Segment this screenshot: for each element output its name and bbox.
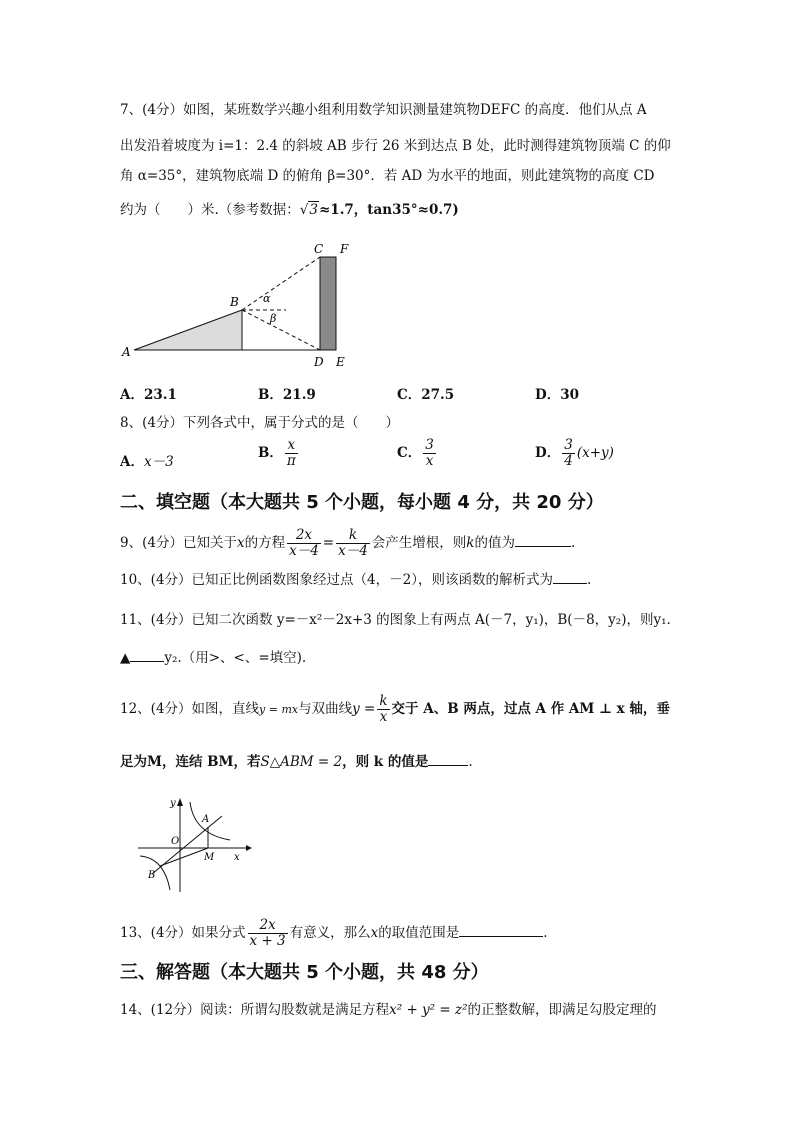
label-alpha: α xyxy=(263,292,271,305)
q9-frac-2 xyxy=(336,528,370,559)
q13-line xyxy=(120,918,548,949)
q9-pre: 9、(4分）已知关于 xyxy=(120,535,237,551)
q12-mid: 与双曲线 xyxy=(298,701,353,717)
q10-line xyxy=(120,570,591,590)
q13-frac xyxy=(248,918,288,949)
q8-option-a xyxy=(120,450,174,470)
q12-den: x xyxy=(379,709,388,725)
q13-pre: 13、(4分）如果分式 xyxy=(120,925,246,941)
section-3-heading: 三、解答题（本大题共 5 个小题，共 48 分） xyxy=(120,962,489,983)
q12-num: k xyxy=(379,693,388,709)
q14-post: 的正整数解，即满足勾股定理的 xyxy=(467,1002,657,1018)
q8-stem: 8、(4分）下列各式中，属于分式的是（ ） xyxy=(120,415,399,431)
q8-option-c xyxy=(397,438,438,469)
bm-segment xyxy=(160,848,208,866)
q9-line xyxy=(120,528,575,559)
q8-b-label: B． xyxy=(258,445,283,461)
q8-d-den: 4 xyxy=(564,453,573,469)
label-B12: B xyxy=(148,870,156,881)
q8-a-label: A． xyxy=(120,454,144,470)
q8-d-frac xyxy=(562,438,575,469)
q7-line4 xyxy=(120,200,459,220)
hyperbola-branch-1 xyxy=(190,802,230,840)
q11-line2-post: y₂.（用>、<、=填空). xyxy=(164,650,307,666)
q9-post: 会产生增根，则 xyxy=(371,535,467,551)
q7-option-d: D．30 xyxy=(535,387,579,403)
q12-eq1: y = mx xyxy=(259,703,299,716)
q9-answer-blank[interactable] xyxy=(515,534,571,547)
q14-pre: 14、(12分）阅读：所谓勾股数就是满足方程 xyxy=(120,1002,390,1018)
q8-c-den: x xyxy=(425,453,434,469)
q9-frac-1 xyxy=(287,528,321,559)
q12-line2-post: ，则 k 的值是 xyxy=(342,754,429,770)
label-B: B xyxy=(230,295,239,309)
q12-pre: 12、(4分）如图，直线 xyxy=(120,701,260,717)
q10-text: 10、(4分）已知正比例函数图象经过点（4，－2），则该函数的解析式为 xyxy=(120,572,553,588)
q13-den: x + 3 xyxy=(249,933,286,949)
q12-post: 交于 A、B 两点，过点 A 作 AM ⊥ x 轴，垂 xyxy=(391,701,670,717)
label-D: D xyxy=(314,355,324,369)
q9-var: x xyxy=(236,535,245,551)
q9-f2-den: x－4 xyxy=(338,543,368,559)
q8-b-den: π xyxy=(286,453,296,469)
q13-mid: 有意义，那么 xyxy=(289,925,371,941)
q7-figure xyxy=(118,240,358,372)
q13-post: 的取值范围是 xyxy=(378,925,460,941)
q7-line2: 出发沿着坡度为 i=1：2.4 的斜坡 AB 步行 26 米到达点 B 处，此时测得建筑物顶端 C 的仰 xyxy=(120,138,671,154)
q7-option-b: B．21.9 xyxy=(258,387,316,403)
q7-line4-post: ≈1.7，tan35°≈0.7) xyxy=(319,202,459,218)
label-O: O xyxy=(171,836,180,847)
q8-d-num: 3 xyxy=(564,437,573,453)
q9-f1-den: x－4 xyxy=(289,543,319,559)
bc-sight-line xyxy=(242,257,320,310)
q12-line2 xyxy=(120,752,473,772)
q9-dot: . xyxy=(570,535,576,551)
bd-sight-line xyxy=(242,310,320,350)
q10-answer-blank[interactable] xyxy=(553,571,587,584)
q9-eq: = xyxy=(322,535,335,551)
y-axis-arrow xyxy=(177,798,183,806)
q12-dot: . xyxy=(468,754,473,770)
q12-answer-blank[interactable] xyxy=(428,753,468,766)
q7-sqrt: √3 xyxy=(299,202,318,218)
label-C: C xyxy=(314,242,324,256)
q12-area: S△ABM = 2 xyxy=(260,754,343,770)
section-2-heading: 二、填空题（本大题共 5 个小题，每小题 4 分，共 20 分） xyxy=(120,492,604,513)
q10-dot: . xyxy=(586,572,592,588)
q12-line1 xyxy=(120,694,670,725)
q7-option-c: C．27.5 xyxy=(397,387,455,403)
q7-line4-pre: 约为（ ）米.（参考数据： xyxy=(120,202,300,218)
q12-line2-pre: 足为M，连结 BM，若 xyxy=(120,754,261,770)
label-E: E xyxy=(336,355,345,369)
label-x: x xyxy=(234,852,240,863)
q13-num: 2x xyxy=(248,918,288,934)
label-beta: β xyxy=(270,312,277,325)
q9-mid: 的方程 xyxy=(244,535,286,551)
q8-option-d xyxy=(535,438,614,469)
q8-c-label: C． xyxy=(397,445,422,461)
q7-option-a: A．23.1 xyxy=(120,387,177,403)
building-defc xyxy=(320,257,336,350)
q8-c-num: 3 xyxy=(425,437,434,453)
q11-line2 xyxy=(120,648,306,668)
q13-var: x xyxy=(370,925,379,941)
q8-d-label: D． xyxy=(535,445,561,461)
q8-b-frac xyxy=(285,438,298,469)
q9-f2-num: k xyxy=(336,528,370,544)
q7-sqrt-radicand: 3 xyxy=(309,202,318,218)
label-M: M xyxy=(204,852,215,863)
q11-mark: ▲ xyxy=(120,650,131,666)
q8-c-frac xyxy=(423,438,436,469)
q13-dot: . xyxy=(543,925,548,941)
q11-answer-blank[interactable] xyxy=(130,649,164,662)
label-y: y xyxy=(170,798,176,809)
q13-answer-blank[interactable] xyxy=(459,924,543,937)
q8-option-b xyxy=(258,438,300,469)
q9-f1-num: 2x xyxy=(287,528,321,544)
x-axis-arrow xyxy=(246,845,252,851)
q7-line1: 7、(4分）如图，某班数学兴趣小组利用数学知识测量建筑物DEFC 的高度．他们从点 A xyxy=(120,102,647,118)
label-F: F xyxy=(340,242,349,256)
q8-b-num: x xyxy=(285,438,298,454)
q9-end: 的值为 xyxy=(474,535,515,551)
q12-figure xyxy=(134,794,254,894)
q12-y: y = xyxy=(352,701,376,717)
label-A: A xyxy=(122,345,131,359)
q7-line3: 角 α=35°，建筑物底端 D 的俯角 β=30°．若 AD 为水平的地面，则此建筑物的高度 CD xyxy=(120,168,655,184)
q8-a-expr: x－3 xyxy=(143,454,174,470)
q14-line xyxy=(120,1000,657,1020)
q11-line1: 11、(4分）已知二次函数 y=－x²－2x+3 的图象上有两点 A(－7，y₁)，B(－8，y₂)，则y₁. xyxy=(120,612,671,628)
label-A12: A xyxy=(202,814,210,825)
q9-k: k xyxy=(466,535,475,551)
q8-d-tail: (x+y) xyxy=(576,445,614,461)
q14-eq: x² + y² = z² xyxy=(389,1002,468,1018)
q12-frac xyxy=(377,694,389,725)
